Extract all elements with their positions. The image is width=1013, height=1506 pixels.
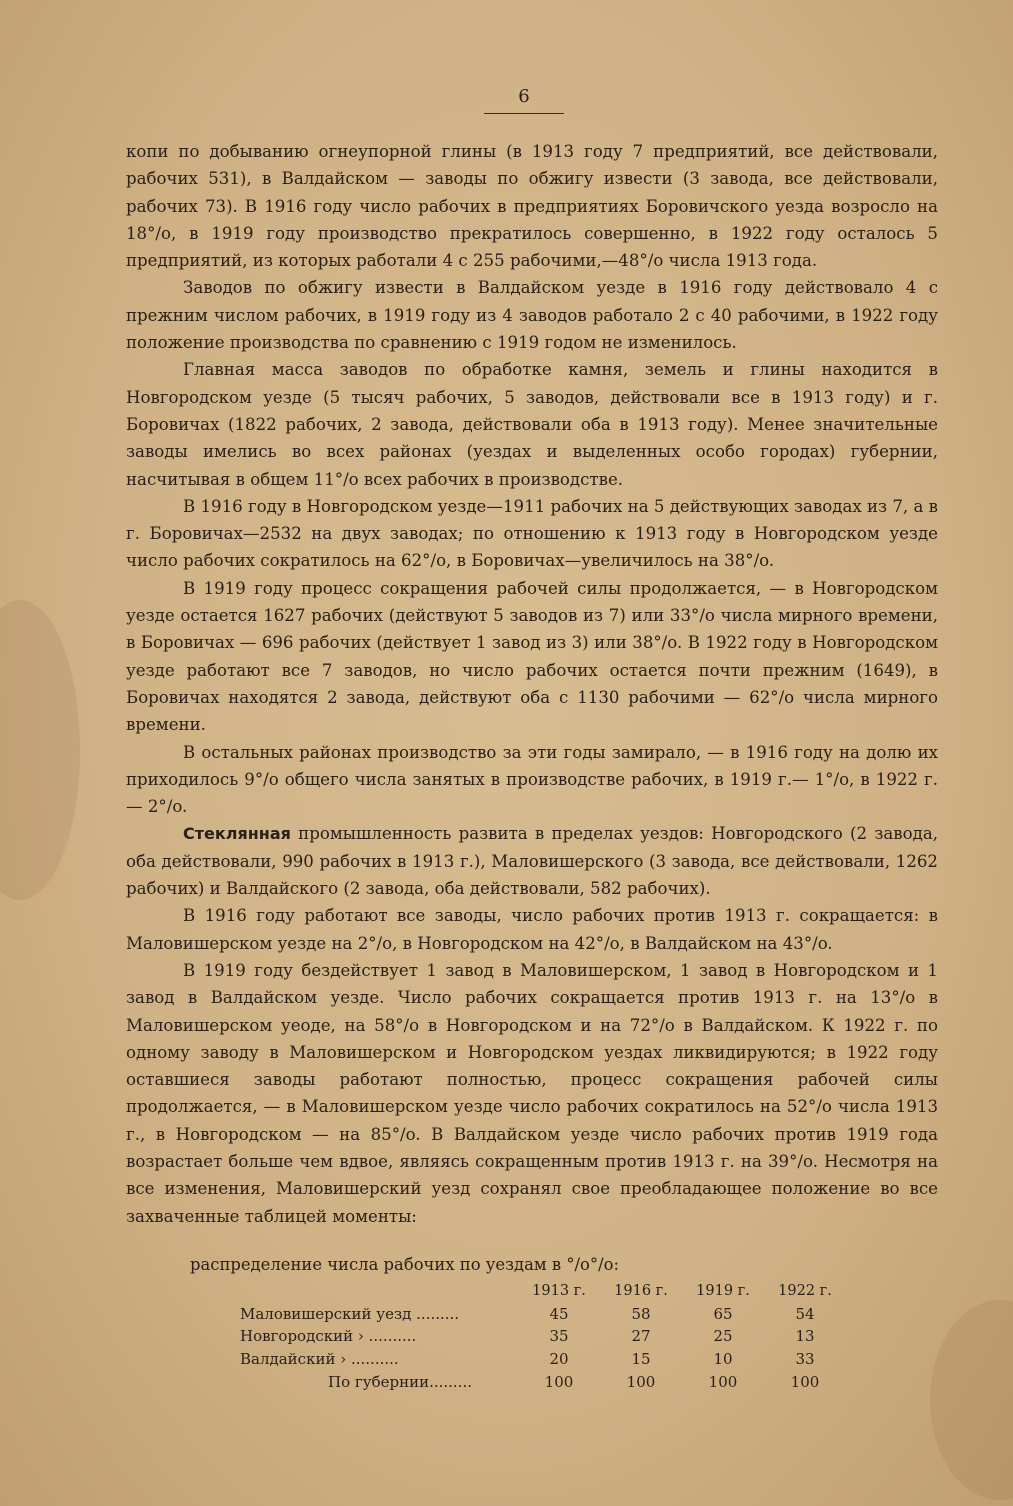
table-header-empty	[240, 1280, 518, 1303]
paper-stain	[930, 1300, 1013, 1500]
table-cell: 33	[795, 1350, 815, 1369]
table-cell: 15	[631, 1350, 651, 1369]
table-header-cell: 1913 г.	[532, 1283, 586, 1300]
paragraph: Заводов по обжигу извести в Валдайском уезде в 1916 году действовало 4 с прежним числом рабочих, в 1919 году из 4 заводов работало 2 с 40 рабочими, в 1922 году положение производства по сравнению с 1919 годом не изменилось.	[126, 278, 938, 353]
page-number: 6	[484, 86, 564, 114]
row-label: Новгородский › ..........	[240, 1327, 417, 1346]
table-cell: 100	[790, 1372, 820, 1391]
table-cell: 100	[626, 1372, 656, 1391]
row-label: По губернии.........	[328, 1372, 472, 1391]
table-cell: 27	[631, 1327, 651, 1346]
paragraph: Главная масса заводов по обработке камня, земель и глины находится в Новгородском уезде (5 тысяч рабочих, 5 заводов, действовали все в 1913 году) и г. Боровичах (1822 рабочих, 2 завода, действовали оба в 1913 году). Менее значительные заводы имелись во всех районах (уездах и выделенных особо городах) губернии, насчитывая в общем 11°/o всех рабочих в производстве.	[126, 360, 938, 489]
paragraph: копи по добыванию огнеупорной глины (в 1913 году 7 предприятий, все действовали, рабочих 531), в Валдайском — заводы по обжигу извести (3 завода, все действовали, рабочих 73). В 1916 году число рабочих в предприятиях Боровичского уезда возросло на 18°/o, в 1919 году производство прекратилось совершенно, в 1922 году осталось 5 предприятий, из которых работали 4 с 255 рабочими,—48°/o числа 1913 года.	[126, 142, 938, 271]
table-header-row	[240, 1280, 846, 1303]
paragraph: В 1919 году процесс сокращения рабочей силы продолжается, — в Новгородском уезде остается 1627 рабочих (действуют 5 заводов из 7) или 33°/o числа мирного времени, в Боровичах — 696 рабочих (действует 1 завод из 3) или 38°/o. В 1922 году в Новгородском уезде работают все 7 заводов, но число рабочих остается почти прежним (1649), в Боровичах находятся 2 завода, действуют оба с 1130 рабочими — 62°/o числа мирного времени.	[126, 578, 938, 735]
table-cell: 35	[549, 1327, 569, 1346]
table-cell: 45	[549, 1304, 569, 1323]
table-cell: 100	[544, 1372, 574, 1391]
table-header-cell: 1916 г.	[614, 1283, 668, 1300]
table-cell: 10	[713, 1350, 733, 1369]
distribution-table	[240, 1280, 846, 1393]
paragraph: В 1916 году в Новгородском уезде—1911 рабочих на 5 действующих заводах из 7, а в г. Боровичах—2532 на двух заводах; по отношению к 1913 году в Новгородском уезде число рабочих сократилось на 62°/o, в Боровичах—увеличилось на 38°/o.	[126, 496, 938, 571]
section-lead-word: Стеклянная	[183, 824, 291, 844]
table-cell: 20	[549, 1350, 569, 1369]
table-row	[240, 1325, 846, 1348]
row-label: Валдайский › ..........	[240, 1350, 399, 1369]
paragraph: В 1916 году работают все заводы, число рабочих против 1913 г. сокращается: в Маловишерском уезде на 2°/o, в Новгородском на 42°/o, в Валдайском на 43°/o.	[126, 906, 938, 953]
table-cell: 65	[713, 1304, 733, 1323]
table-row	[240, 1303, 846, 1326]
table-cell: 100	[708, 1372, 738, 1391]
table-cell: 58	[631, 1304, 651, 1323]
table-row	[240, 1348, 846, 1371]
table-total-row	[240, 1370, 846, 1393]
paper-stain	[0, 600, 80, 900]
paragraph-text: промышленность развита в пределах уездов: Новгородского (2 завода, оба действовали, 990 рабочих в 1913 г.), Маловишерского (3 завода, все действовали, 1262 рабочих) и Валдайского (2 завода, оба действовали, 582 рабочих).	[126, 824, 938, 899]
table-cell: 25	[713, 1327, 733, 1346]
table-cell: 13	[795, 1327, 815, 1346]
paragraph: В 1919 году бездействует 1 завод в Маловишерском, 1 завод в Новгородском и 1 завод в Валдайском уезде. Число рабочих сокращается против 1913 г. на 13°/o в Маловишерском уеоде, на 58°/o в Новгородском и на 72°/o в Валдайском. К 1922 г. по одному заводу в Маловишерском и Новгородском уездах ликвидируются; в 1922 году оставшиеся заводы работают полностью, процесс сокращения рабочей силы продолжается, — в Маловишерском уезде число рабочих сократилось на 52°/o числа 1913 г., в Новгородском — на 85°/o. В Валдайском уезде число рабочих против 1919 года возрастает больше чем вдвое, являясь сокращенным против 1913 г. на 39°/o. Несмотря на все изменения, Маловишерский уезд сохранял свое преобладающее положение во все захваченные таблицей моменты:	[126, 960, 938, 1226]
body-text	[126, 138, 938, 1230]
table-cell: 54	[795, 1304, 815, 1323]
table-header-cell: 1919 г.	[696, 1283, 750, 1300]
row-label: Маловишерский уезд .........	[240, 1304, 460, 1323]
paragraph	[126, 820, 938, 902]
paragraph: В остальных районах производство за эти годы замирало, — в 1916 году на долю их приходилось 9°/o общего числа занятых в производстве рабочих, в 1919 г.— 1°/o, в 1922 г. — 2°/o.	[126, 742, 938, 817]
table-caption: распределение числа рабочих по уездам в °/o°/o:	[190, 1255, 620, 1274]
table-header-cell: 1922 г.	[778, 1283, 832, 1300]
